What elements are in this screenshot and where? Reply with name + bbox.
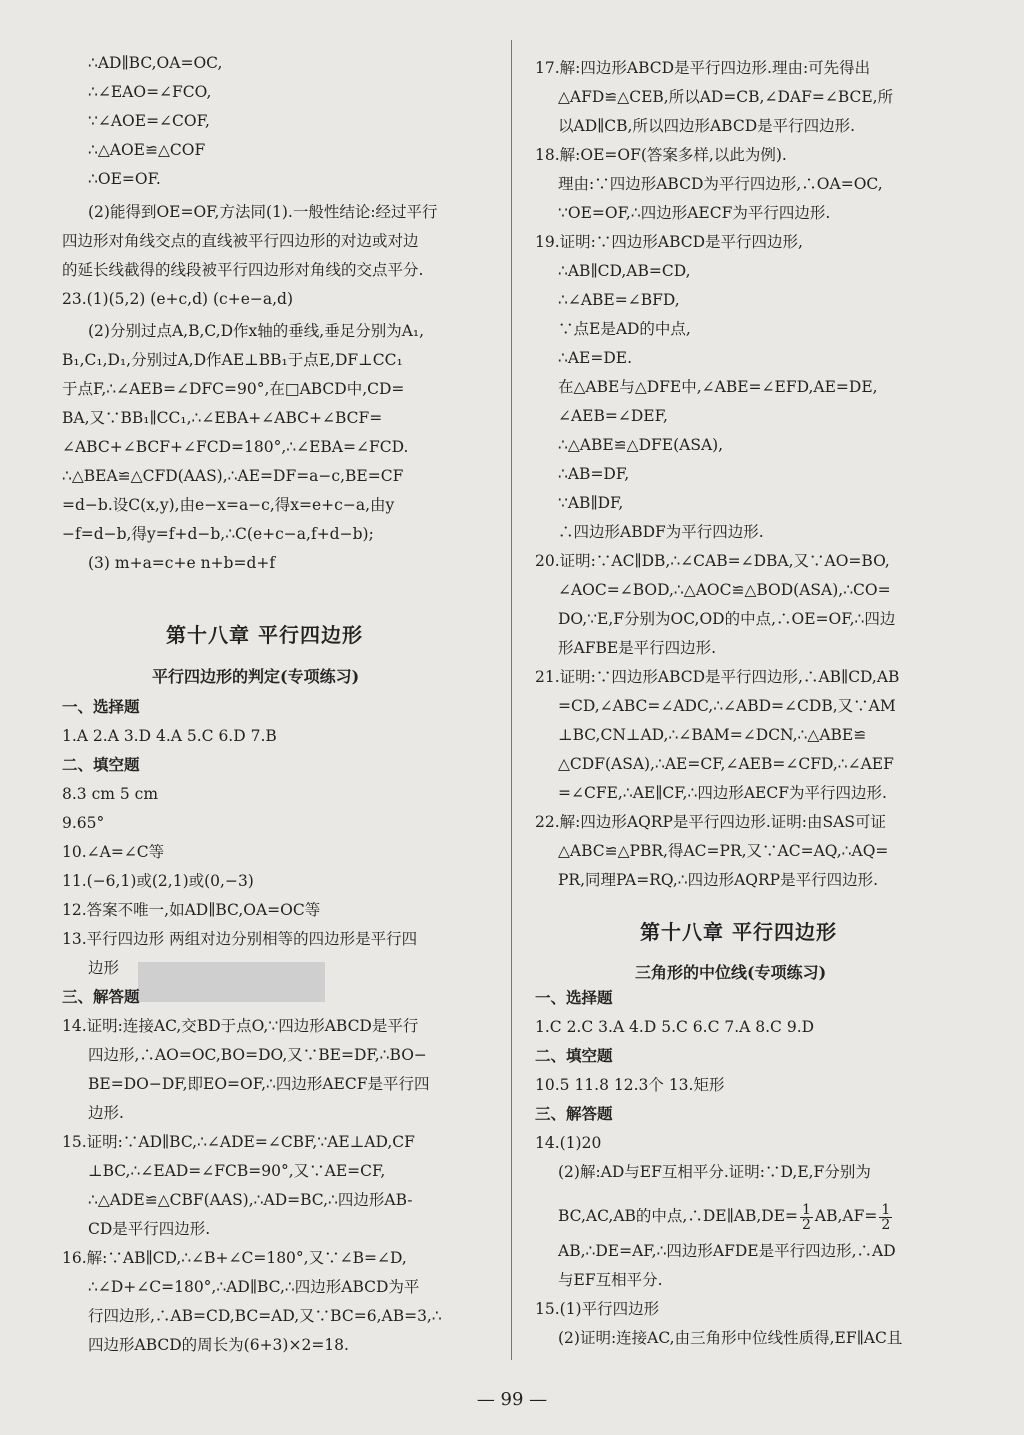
text-line: ∴AD∥BC,OA=OC, [88, 54, 223, 72]
text-line: ∴△BEA≌△CFD(AAS),∴AE=DF=a−c,BE=CF [62, 467, 404, 485]
text-line: ⊥BC,CN⊥AD,∴∠BAM=∠DCN,∴△ABE≌ [558, 726, 867, 744]
text-line: 四边形ABCD的周长为(6+3)×2=18. [88, 1336, 349, 1354]
text-line: B₁,C₁,D₁,分别过A,D作AE⊥BB₁于点E,DF⊥CC₁ [62, 351, 403, 369]
text-line: (2)证明:连接AC,由三角形中位线性质得,EF∥AC且 [558, 1329, 903, 1347]
text-line: 14.(1)20 [535, 1134, 602, 1152]
text-line: BA,又∵BB₁∥CC₁,∴∠EBA+∠ABC+∠BCF= [62, 409, 383, 427]
section-heading: 三、解答题 [535, 1104, 613, 1123]
text-line: 13.平行四边形 两组对边分别相等的四边形是平行四 [62, 930, 418, 948]
text-fragment: AB,AF= [814, 1207, 878, 1225]
page-number: — 99 — [476, 1389, 548, 1410]
text-line: 15.证明:∵AD∥BC,∴∠ADE=∠CBF,∵AE⊥AD,CF [62, 1133, 415, 1151]
text-line: (2)能得到OE=OF,方法同(1).一般性结论:经过平行 [88, 203, 438, 221]
text-line: =CD,∠ABC=∠ADC,∴∠ABD=∠CDB,又∵AM [558, 697, 896, 715]
text-line: ∠AEB=∠DEF, [558, 407, 668, 425]
column-divider [511, 40, 512, 1360]
text-line: ∠ABC+∠BCF+∠FCD=180°,∴∠EBA=∠FCD. [62, 438, 409, 456]
text-line: ∴△ABE≌△DFE(ASA), [558, 436, 724, 454]
text-line: PR,同理PA=RQ,∴四边形AQRP是平行四边形. [558, 871, 879, 889]
text-line: (2)解:AD与EF互相平分.证明:∵D,E,F分别为 [558, 1163, 871, 1181]
text-line: ∵∠AOE=∠COF, [88, 112, 210, 130]
text-line: (3) m+a=c+e n+b=d+f [88, 554, 276, 572]
text-line: 18.解:OE=OF(答案多样,以此为例). [535, 146, 787, 164]
text-line: ∴AB∥CD,AB=CD, [558, 262, 691, 280]
text-line: ∠AOC=∠BOD,∴△AOC≌△BOD(ASA),∴CO= [558, 581, 891, 599]
text-line: ∴OE=OF. [88, 170, 161, 188]
text-line: 的延长线截得的线段被平行四边形对角线的交点平分. [62, 261, 424, 279]
chapter-title: 第十八章 平行四边形 [640, 920, 837, 944]
text-line: 21.证明:∵四边形ABCD是平行四边形,∴AB∥CD,AB [535, 668, 900, 686]
section-title: 平行四边形的判定(专项练习) [152, 667, 360, 686]
text-line: 与EF互相平分. [558, 1271, 663, 1289]
text-line: ∴∠EAO=∠FCO, [88, 83, 212, 101]
text-line: 1.C 2.C 3.A 4.D 5.C 6.C 7.A 8.C 9.D [535, 1018, 815, 1036]
text-line: 边形. [88, 1104, 124, 1122]
text-line: 10.∠A=∠C等 [62, 843, 165, 861]
text-line: −f=d−b,得y=f+d−b,∴C(e+c−a,f+d−b); [62, 525, 374, 543]
text-line: 在△ABE与△DFE中,∠ABE=∠EFD,AE=DE, [558, 378, 878, 396]
text-line: 8.3 cm 5 cm [62, 785, 159, 803]
fraction-denominator: 2 [802, 1216, 811, 1233]
text-line: 四边形,∴AO=OC,BO=DO,又∵BE=DF,∴BO− [88, 1046, 427, 1064]
fraction-line [558, 1201, 894, 1231]
text-line: ∴△ADE≌△CBF(AAS),∴AD=BC,∴四边形AB- [88, 1191, 413, 1209]
text-line: 20.证明:∵AC∥DB,∴∠CAB=∠DBA,又∵AO=BO, [535, 552, 890, 570]
text-line: 12.答案不唯一,如AD∥BC,OA=OC等 [62, 901, 321, 919]
fraction [800, 1203, 813, 1232]
section-heading: 二、填空题 [62, 755, 140, 774]
section-heading: 二、填空题 [535, 1046, 613, 1065]
section-title: 三角形的中位线(专项练习) [635, 963, 827, 982]
section-heading: 一、选择题 [62, 697, 140, 716]
text-line: ∴∠ABE=∠BFD, [558, 291, 680, 309]
text-line: ∵AB∥DF, [558, 494, 624, 512]
text-line: ∴∠D+∠C=180°,∴AD∥BC,∴四边形ABCD为平 [88, 1278, 420, 1296]
text-line: 以AD∥CB,所以四边形ABCD是平行四边形. [558, 117, 856, 135]
text-line: 行四边形,∴AB=CD,BC=AD,又∵BC=6,AB=3,∴ [88, 1307, 442, 1325]
text-line: △CDF(ASA),∴AE=CF,∠AEB=∠CFD,∴∠AEF [558, 755, 894, 773]
fraction [879, 1203, 892, 1232]
text-line: 17.解:四边形ABCD是平行四边形.理由:可先得出 [535, 59, 871, 77]
text-line: ∵OE=OF,∴四边形AECF为平行四边形. [558, 204, 831, 222]
text-line: CD是平行四边形. [88, 1220, 211, 1238]
section-heading: 三、解答题 [62, 987, 140, 1006]
text-line: (2)分别过点A,B,C,D作x轴的垂线,垂足分别为A₁, [88, 322, 425, 340]
text-line: △ABC≌△PBR,得AC=PR,又∵AC=AQ,∴AQ= [558, 842, 889, 860]
text-line: =∠CFE,∴AE∥CF,∴四边形AECF为平行四边形. [558, 784, 887, 802]
fraction-numerator: 1 [802, 1201, 811, 1218]
text-line: 16.解:∵AB∥CD,∴∠B+∠C=180°,又∵∠B=∠D, [62, 1249, 407, 1267]
text-line: 形AFBE是平行四边形. [558, 639, 717, 657]
text-line: 23.(1)(5,2) (e+c,d) (c+e−a,d) [62, 290, 294, 308]
text-line: 理由:∵四边形ABCD为平行四边形,∴OA=OC, [558, 175, 883, 193]
text-line: 10.5 11.8 12.3个 13.矩形 [535, 1076, 725, 1094]
text-line: =d−b.设C(x,y),由e−x=a−c,得x=e+c−a,由y [62, 496, 395, 514]
section-heading: 一、选择题 [535, 988, 613, 1007]
text-line: ∴△AOE≌△COF [88, 141, 206, 159]
text-line: 15.(1)平行四边形 [535, 1300, 660, 1318]
text-line: ∴AE=DE. [558, 349, 633, 367]
text-line: BE=DO−DF,即EO=OF,∴四边形AECF是平行四 [88, 1075, 430, 1093]
fraction-numerator: 1 [881, 1201, 891, 1218]
text-line: 19.证明:∵四边形ABCD是平行四边形, [535, 233, 803, 251]
text-line: 边形 [88, 959, 120, 977]
fraction-denominator: 2 [881, 1216, 891, 1233]
text-line: ∴AB=DF, [558, 465, 630, 483]
text-line: 于点F,∴∠AEB=∠DFC=90°,在□ABCD中,CD= [62, 380, 405, 398]
text-line: ∴四边形ABDF为平行四边形. [558, 523, 764, 541]
text-line: ∵点E是AD的中点, [558, 320, 691, 338]
chapter-title: 第十八章 平行四边形 [166, 623, 363, 647]
text-line: 1.A 2.A 3.D 4.A 5.C 6.D 7.B [62, 727, 277, 745]
text-line: 11.(−6,1)或(2,1)或(0,−3) [62, 872, 254, 890]
text-line: 22.解:四边形AQRP是平行四边形.证明:由SAS可证 [535, 813, 886, 831]
redaction-box [138, 962, 325, 1002]
text-line: △AFD≌△CEB,所以AD=CB,∠DAF=∠BCE,所 [558, 88, 894, 106]
text-line: 9.65° [62, 814, 105, 832]
text-line: DO,∵E,F分别为OC,OD的中点,∴OE=OF,∴四边 [558, 610, 896, 628]
text-fragment: BC,AC,AB的中点,∴DE∥AB,DE= [558, 1207, 798, 1225]
text-line: AB,∴DE=AF,∴四边形AFDE是平行四边形,∴AD [558, 1242, 896, 1260]
text-line: 四边形对角线交点的直线被平行四边形的对边或对边 [62, 232, 419, 250]
text-line: 14.证明:连接AC,交BD于点O,∵四边形ABCD是平行 [62, 1017, 419, 1035]
text-line: ⊥BC,∴∠EAD=∠FCB=90°,又∵AE=CF, [88, 1162, 386, 1180]
